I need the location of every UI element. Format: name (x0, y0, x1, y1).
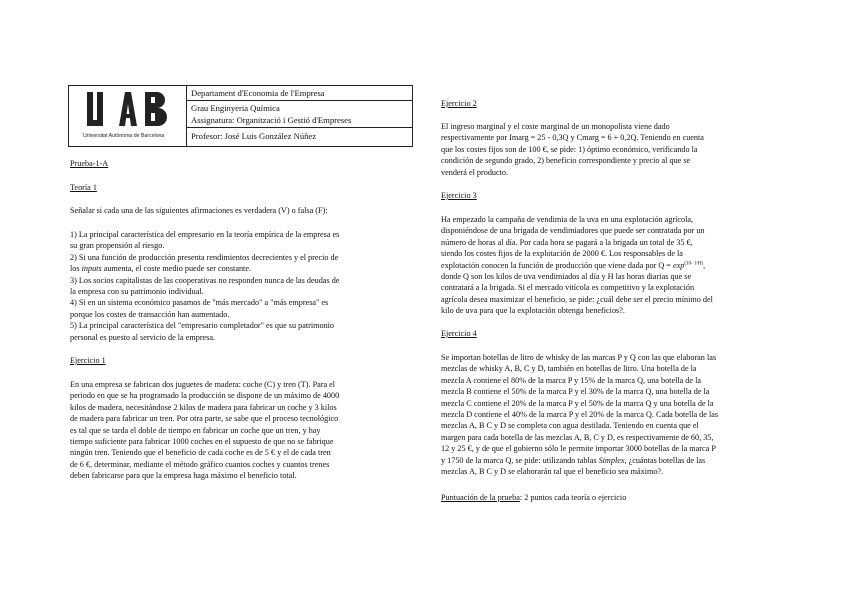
body-line: mezclas A, B C y D se elaborarán tal que el beneficio sea máximo?. (441, 467, 664, 477)
uab-logo-icon (83, 90, 171, 132)
teoria-intro: Señalar si cada una de las siguientes afirmaciones es verdadera (V) o falsa (F): (70, 206, 328, 215)
body-line: agrícola desea maximizar el beneficio, se pide: ¿cuál debe ser el precio mínimo del (441, 294, 713, 304)
text-run-italic: Simplex (598, 455, 625, 465)
teoria-heading: Teoría 1 (70, 183, 97, 192)
text-run: aumenta, el coste medio puede ser constante. (101, 264, 252, 274)
header-table (68, 85, 413, 147)
question-line: 1) La principal característica del empresario en la teoría empírica de la empresa es (70, 230, 340, 239)
body-line: Se importan botellas de litro de whisky de las marcas P y Q con las que elaboran las (441, 353, 717, 362)
question-line: 3) Los socios capitalistas de las cooperativas no responden nunca de las deudas de (70, 275, 340, 285)
body-line: donde Q son los kilos de uva vendimiados al día y H las horas diarias que se (441, 272, 692, 282)
body-line: Ha empezado la campaña de vendimia de la uva en una explotación agrícola, (441, 215, 694, 224)
ejercicio-2-section (441, 98, 477, 109)
body-line: condición de segundo grado, 2) beneficio correspondiente y precio al que se (441, 156, 691, 166)
text-run: los (70, 264, 82, 274)
ejercicio-2-heading: Ejercicio 2 (441, 99, 477, 108)
body-line: tiempo suficiente para fabricar 1000 coches en el supuesto de que no se fabrique (70, 437, 334, 447)
body-line: número de horas al día. Por cada hora se pagará a la brigada un total de 35 €, (441, 237, 693, 247)
body-line: mezcla C contiene el 20% de la marca P y el 50% de la marca Q y una botella de la (441, 398, 714, 408)
ejercicio-4-heading: Ejercicio 4 (441, 329, 477, 338)
ejercicio-4-body (441, 352, 718, 477)
formula-exponent: (10- 1/H) (684, 260, 704, 266)
body-line: ningún tren. Teniendo que el beneficio de cada coche es de 5 € y el de cada tren (70, 448, 331, 458)
body-line: kilos de madera, necesitándose 2 kilos de madera para fabricar un coche y 3 kilos (70, 402, 337, 412)
body-line: es tal que se tarda el doble de tiempo en fabricar un coche que un tren, y hay (70, 425, 321, 435)
header-info (187, 86, 412, 146)
body-line: de 6 €, determinar, mediante el método gráfico cuantos coches y cuantos trenes (70, 459, 330, 469)
logo-cell (69, 86, 187, 146)
subject-label: Assignatura: Organització i Gestió d'Empreses (191, 115, 352, 125)
question-line: su gran propensión al riesgo. (70, 241, 165, 251)
puntuacion-line (441, 492, 626, 503)
ejercicio-1-section (70, 355, 106, 366)
body-line: disponiéndose de una brigada de vendimiadores que puede ser contratada por un (441, 226, 705, 236)
body-line: mezcla D contiene el 40% de la marca P y el 20% de la marca Q. Cada botella de las (441, 410, 719, 420)
question-line: la empresa con su patrimonio individual. (70, 287, 204, 297)
text-run: explotación conocen la función de producción que viene dada por Q = (441, 260, 673, 270)
question-line (70, 263, 339, 274)
logo-text: Universitat Autònoma de Barcelona (83, 133, 165, 139)
body-line: mezcla B contiene el 50% de la marca P y el 30% de la marca Q, una botella de la (441, 387, 710, 397)
puntuacion-text-line (441, 492, 626, 503)
question-line: 5) La principal característica del "empresario completador" es que su patrimonio (70, 321, 335, 331)
teoria-section (70, 182, 97, 193)
puntuacion-label: Puntuación de la prueba (441, 493, 520, 502)
body-line: En una empresa se fabrican dos juguetes de madera: coche (C) y tren (T). Para el (70, 380, 336, 389)
body-line: El ingreso marginal y el coste marginal de un monopolista viene dado (441, 122, 670, 131)
ejercicio-1-body (70, 379, 339, 482)
ejercicio-3-section (441, 190, 477, 201)
body-line: respectivamente por Imarg = 25 - 0,3Q y Cmarg = 6 + 0,2Q. Teniendo en cuenta (441, 133, 704, 143)
department-label: Departament d'Economia de l'Empresa (191, 88, 325, 98)
question-line: personal es puesto al servicio de la empresa. (70, 332, 216, 342)
text-run-italic: inputs (81, 264, 102, 274)
body-line: que los costes fijos son de 100 €, se pide: 1) óptimo económico, verificando la (441, 144, 698, 154)
degree-label: Grau Enginyeria Química (191, 103, 280, 113)
ejercicio-3-heading: Ejercicio 3 (441, 191, 477, 200)
body-line: mezcla A contiene el 80% de la marca P y 15% de la marca Q, una botella de la (441, 375, 701, 385)
text-run: , (703, 260, 706, 270)
divider (187, 100, 412, 101)
exam-title: Prueba-1-A (70, 159, 109, 168)
question-line: 4) Si en un sistema económico pasamos de "más mercado" a "más empresa" es (70, 298, 329, 308)
body-line (441, 455, 718, 466)
question-line: porque los costes de transacción han aumentado. (70, 309, 230, 319)
formula-exp: exp (672, 260, 685, 270)
body-line: mezclas A, B C y D se completa con agua destilada. Teniendo en cuenta que el (441, 421, 699, 431)
body-line: venderá el producto. (441, 167, 509, 177)
ejercicio-2-body (441, 121, 704, 178)
ejercicio-3-body (441, 214, 713, 317)
body-line: siendo los costes fijos de la explotación de 2000 €. Los responsables de la (441, 249, 683, 259)
professor-label: Profesor: José Luis González Núñez (191, 131, 317, 141)
body-line: deben fabricarse para que la empresa haga máximo el beneficio total. (70, 471, 297, 481)
body-line (441, 260, 713, 271)
puntuacion-text: : 2 puntos cada teoría o ejercicio (519, 493, 627, 502)
text-run: y 1750 de la marca Q, se pide: utilizando tablas (441, 455, 599, 465)
body-line: kilo de uva para que la explotación obtenga beneficios?. (441, 306, 625, 316)
teoria-intro-block (70, 205, 328, 216)
body-line: periodo en que se ha programado la producción se dispone de un máximo de 4000 (70, 391, 340, 401)
ejercicio-4-section (441, 328, 477, 339)
body-line: contratará a la brigada. Si el mercado vitícola es competitivo y la explotación (441, 283, 695, 293)
body-line: 12 y 25 €, y de que el gobierno sólo le permite importar 3000 botellas de la marca P (441, 444, 716, 454)
text-run: , ¿cuántas botellas de las (624, 455, 706, 465)
question-line: 2) Si una función de producción presenta rendimientos decrecientes y el precio de (70, 252, 339, 262)
ejercicio-1-heading: Ejercicio 1 (70, 356, 106, 365)
divider (187, 127, 412, 128)
teoria-questions (70, 229, 339, 343)
left-column (70, 158, 108, 169)
body-line: margen para cada botella de las mezclas A, B, C y D, es respectivamente de 60, 35, (441, 432, 714, 442)
body-line: mezclas de whisky A, B, C y D, también en botellas de litro. Una botella de la (441, 364, 697, 374)
body-line: de madera para fabricar un tren. Por otra parte, se sabe que el proceso tecnológico (70, 414, 339, 424)
